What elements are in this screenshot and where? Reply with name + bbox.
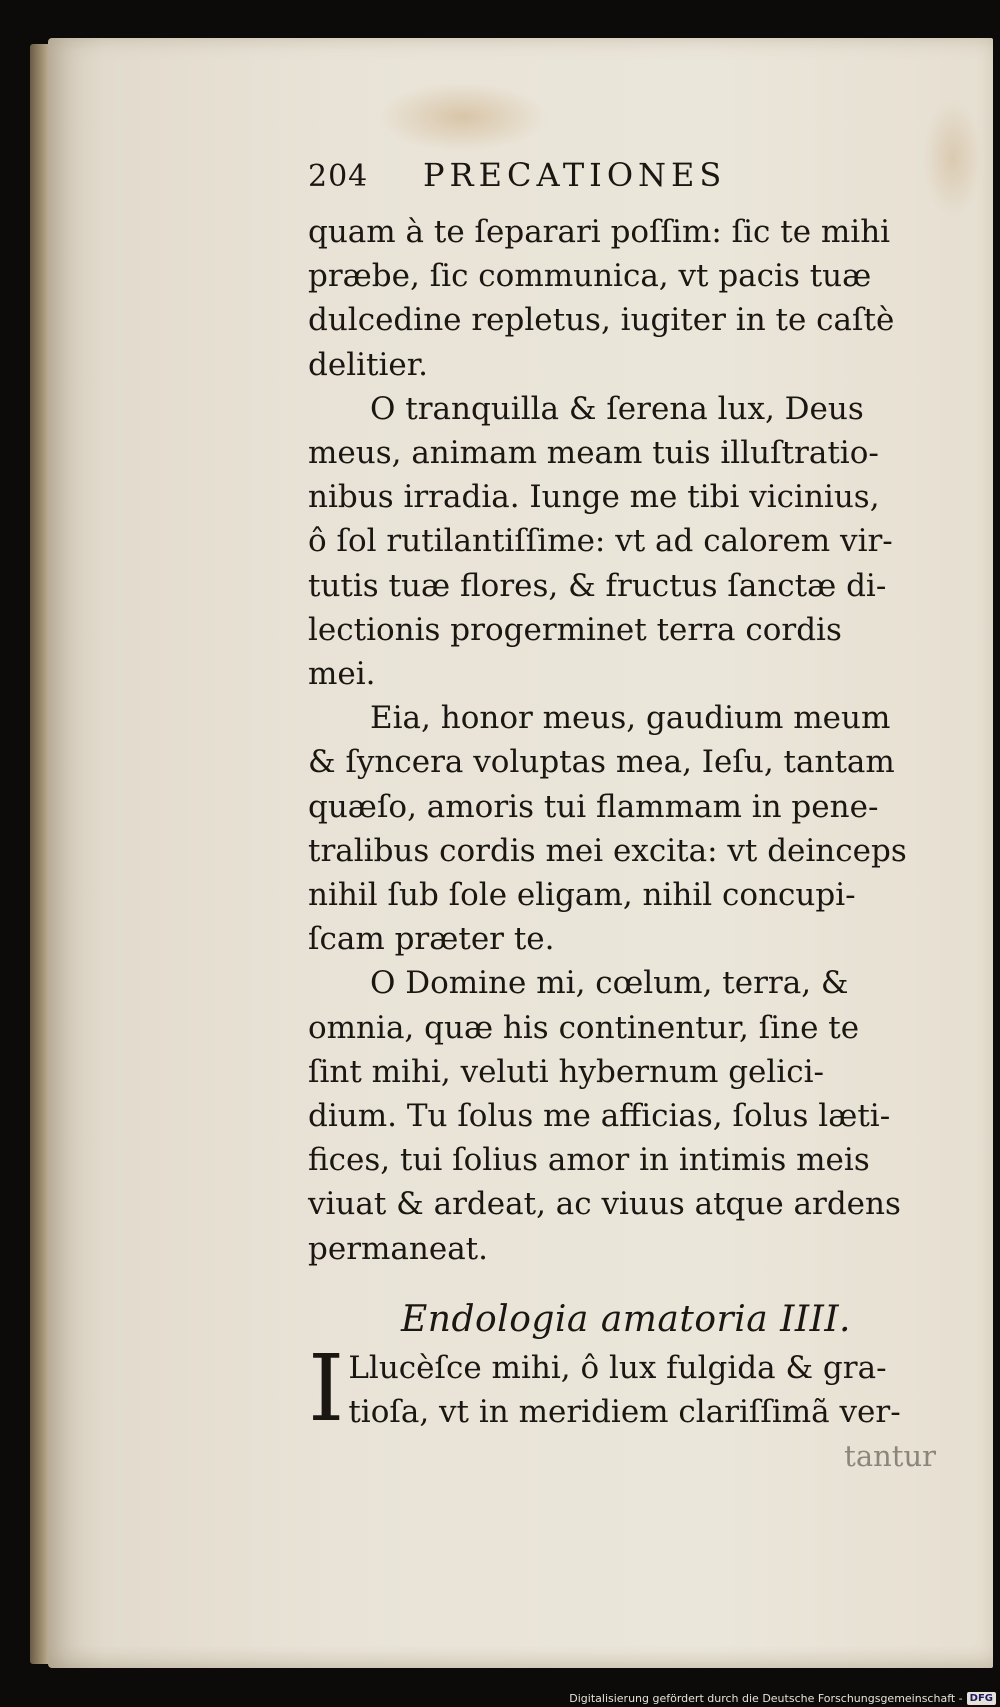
text-line: quæſo, amoris tui flammam in pene- bbox=[308, 788, 879, 825]
text-line: meus, animam meam tuis illuſtratio- bbox=[308, 435, 879, 472]
text-line: nihil ſub ſole eligam, nihil concupi- bbox=[308, 877, 856, 914]
text-line: dulcedine repletus, iugiter in te caſtè bbox=[308, 302, 895, 339]
page-header bbox=[308, 156, 944, 208]
running-head: PRECATIONES bbox=[423, 156, 727, 194]
text-line: viuat & ardeat, ac viuus atque ardens bbox=[308, 1186, 901, 1223]
paper-stain bbox=[378, 82, 548, 152]
text-line: mei. bbox=[308, 656, 376, 693]
section-title: Endologia amatoria IIII. bbox=[401, 1298, 851, 1340]
paragraph-3 bbox=[308, 696, 944, 961]
body-text bbox=[308, 210, 944, 1271]
section-paragraph bbox=[308, 1334, 944, 1442]
text-line: dium. Tu ſolus me afficias, ſolus læti- bbox=[308, 1098, 891, 1135]
text-line: Llucèſce mihi, ô lux fulgida & gra- bbox=[348, 1349, 887, 1386]
footer-credit: Digitalisierung gefördert durch die Deutsche Forschungsgemeinschaft - bbox=[569, 1692, 963, 1705]
text-line: tutis tuæ flores, & fructus ſanctæ di- bbox=[308, 567, 887, 604]
text-line: omnia, quæ his continentur, ſine te bbox=[308, 1009, 860, 1046]
text-line: O Domine mi, cœlum, terra, & bbox=[370, 965, 849, 1002]
text-line: ſint mihi, veluti hybernum gelici- bbox=[308, 1053, 824, 1090]
paragraph-2 bbox=[308, 387, 944, 696]
text-line: tioſa, vt in meridiem clariſſimã ver- bbox=[348, 1394, 901, 1431]
dfg-logo: DFG bbox=[967, 1692, 996, 1705]
text-line: lectionis progerminet terra cordis bbox=[308, 611, 842, 648]
text-line: præbe, ſic communica, vt pacis tuæ bbox=[308, 258, 872, 295]
text-line: O tranquilla & ſerena lux, Deus bbox=[370, 390, 864, 427]
text-line: tralibus cordis mei excita: vt deinceps bbox=[308, 832, 907, 869]
text-line: nibus irradia. Iunge me tibi vicinius, bbox=[308, 479, 880, 516]
text-block bbox=[308, 156, 944, 1478]
text-line: Eia, honor meus, gaudium meum bbox=[370, 700, 891, 737]
paragraph-1 bbox=[308, 210, 944, 387]
text-line: & ſyncera voluptas mea, Ieſu, tantam bbox=[308, 744, 895, 781]
paragraph-4 bbox=[308, 961, 944, 1270]
digitization-footer bbox=[569, 1692, 996, 1705]
text-line: ſcam præter te. bbox=[308, 921, 555, 958]
page-number: 204 bbox=[308, 159, 369, 194]
text-line: delitier. bbox=[308, 346, 429, 383]
text-line: ô ſol rutilantiſſime: vt ad calorem vir- bbox=[308, 523, 893, 560]
text-line: permaneat. bbox=[308, 1230, 488, 1267]
drop-cap: I bbox=[308, 1334, 345, 1442]
catchword: tantur bbox=[844, 1439, 936, 1474]
text-line: fices, tui ſolius amor in intimis meis bbox=[308, 1142, 870, 1179]
text-line: quam à te ſeparari poſſim: ſic te mihi bbox=[308, 214, 891, 250]
